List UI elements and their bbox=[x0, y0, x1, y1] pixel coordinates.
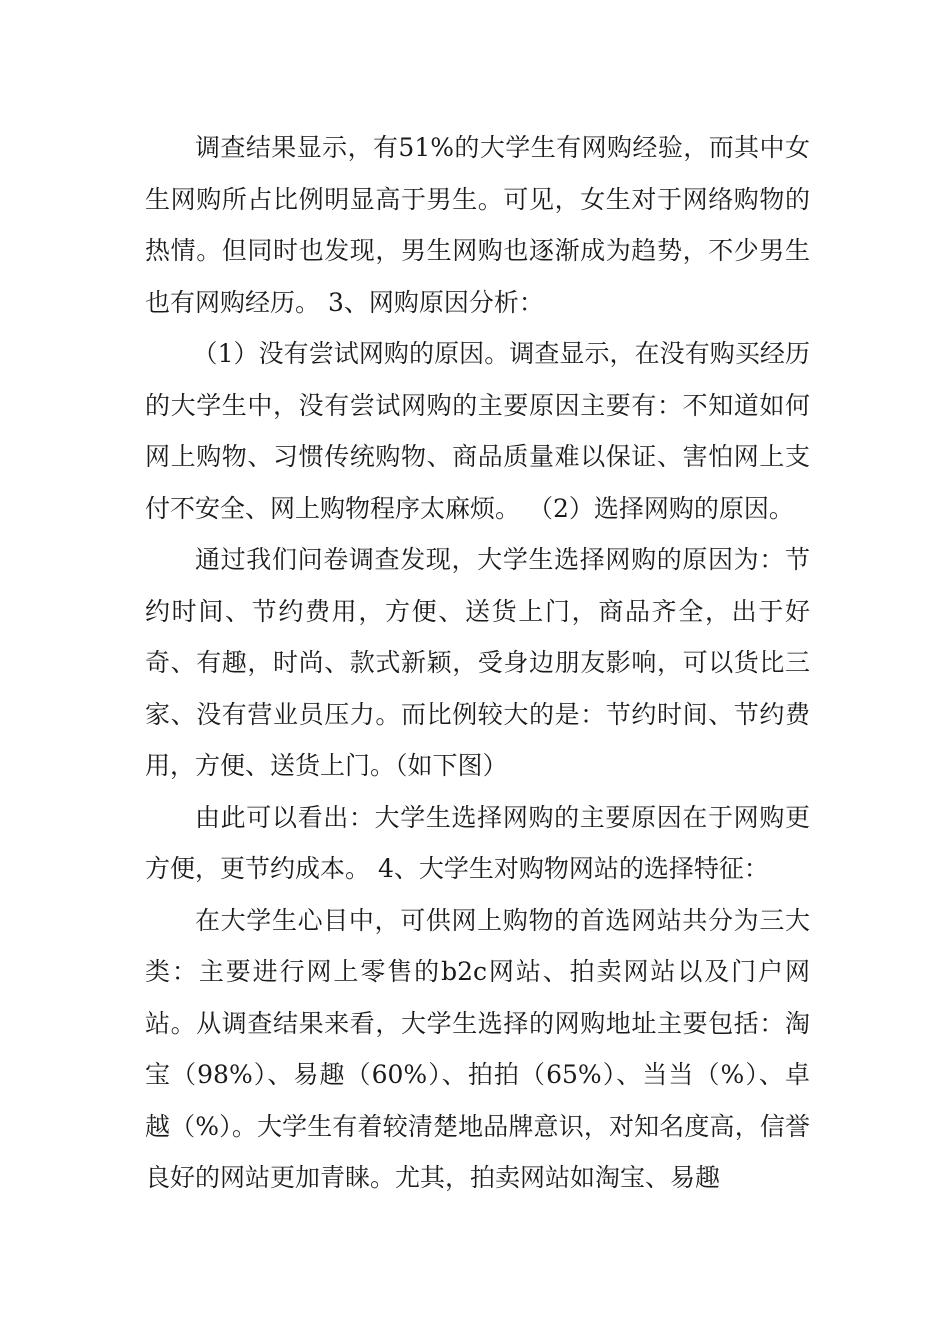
paragraph-website-choice: 在大学生心目中，可供网上购物的首选网站共分为三大类：主要进行网上零售的b2c网站、拍卖网站以及门户网站。从调查结果来看，大学生选择的网购地址主要包括：淘宝（98%）、易趣（60%）、拍拍（65%）、当当（%）、卓越（%）。大学生有着较清楚地品牌意识，对知名度高，信誉良好的网站更加青睐。尤其，拍卖网站如淘宝、易趣 bbox=[145, 905, 810, 1192]
paragraph-survey-result: 调查结果显示，有51%的大学生有网购经验，而其中女生网购所占比例明显高于男生。可见，女生对于网络购物的热情。但同时也发现，男生网购也逐渐成为趋势，不少男生也有网购经历。 3、网购原因分析： bbox=[145, 133, 810, 317]
paragraph-reasons-not-trying: （1）没有尝试网购的原因。调查显示，在没有购买经历的大学生中，没有尝试网购的主要原因主要有：不知道如何网上购物、习惯传统购物、商品质量难以保证、害怕网上支付不安全、网上购物程序太麻烦。 （2）选择网购的原因。 bbox=[145, 339, 810, 523]
document-body bbox=[145, 122, 810, 1204]
paragraph-reasons-choosing: 通过我们问卷调查发现，大学生选择网购的原因为：节约时间、节约费用，方便、送货上门，商品齐全，出于好奇、有趣，时尚、款式新颖，受身边朋友影响，可以货比三家、没有营业员压力。而比例较大的是：节约时间、节约费用，方便、送货上门。（如下图） bbox=[145, 545, 810, 780]
paragraph-conclusion: 由此可以看出：大学生选择网购的主要原因在于网购更方便，更节约成本。 4、大学生对购物网站的选择特征： bbox=[145, 802, 810, 883]
